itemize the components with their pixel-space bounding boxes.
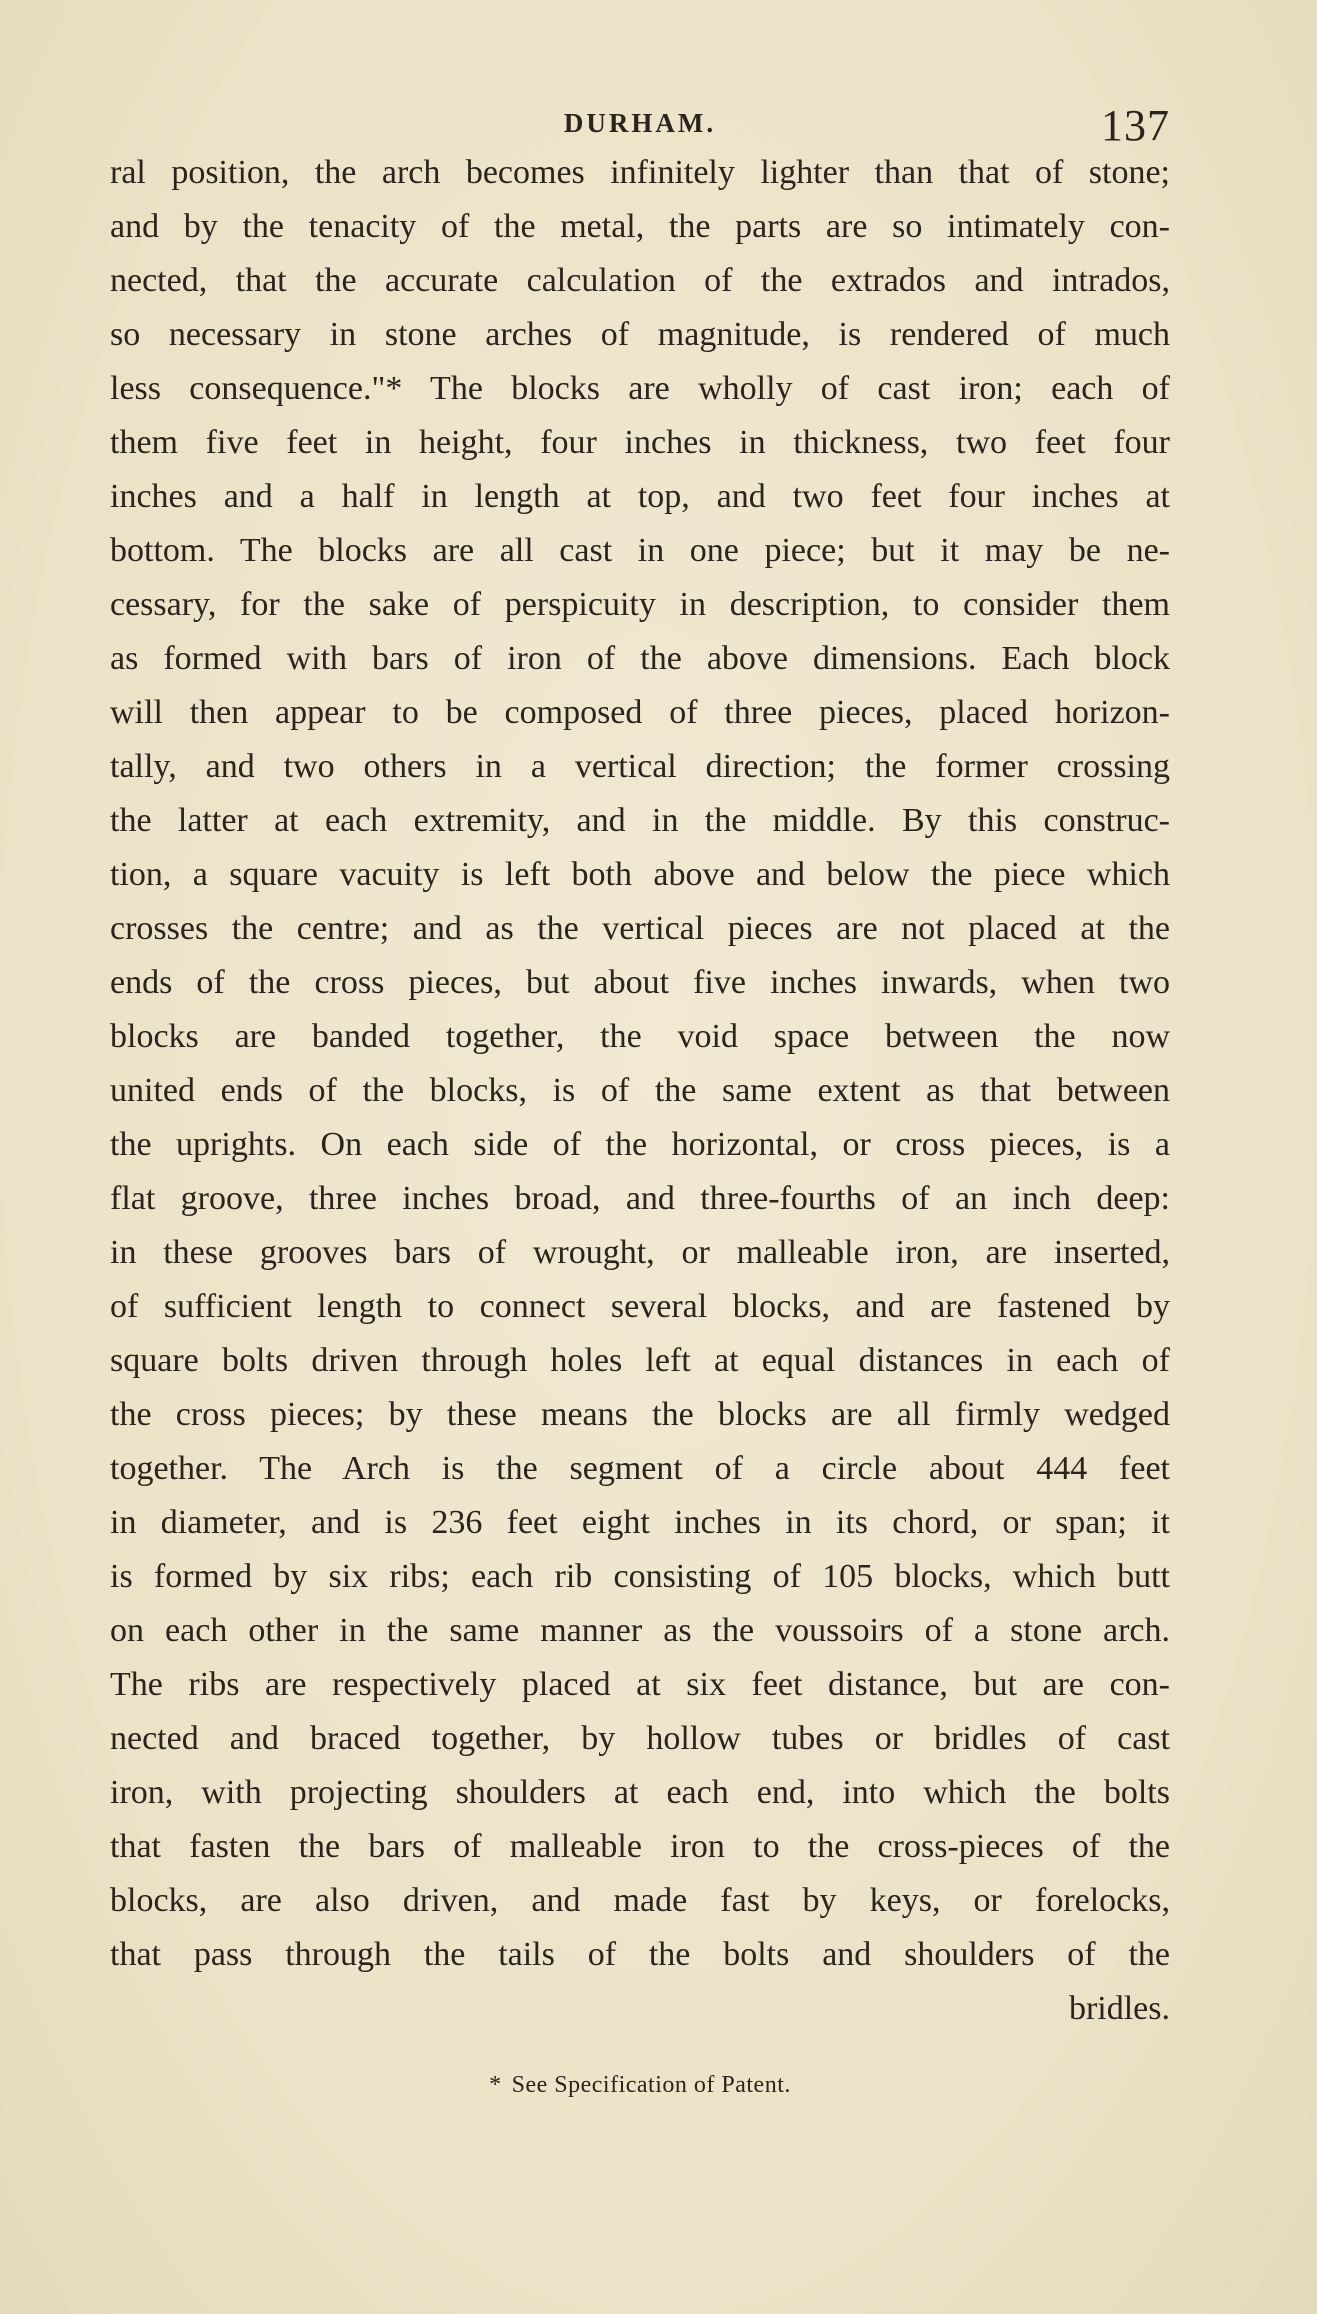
text-line: ends of the cross pieces, but about five inches inwards, when two	[110, 964, 1170, 1001]
text-line: in these grooves bars of wrought, or malleable iron, are inserted,	[110, 1234, 1170, 1271]
text-line: The ribs are respectively placed at six feet distance, but are con-	[110, 1666, 1170, 1703]
text-line: that fasten the bars of malleable iron to the cross-pieces of the	[110, 1828, 1170, 1865]
text-line: together. The Arch is the segment of a circle about 444 feet	[110, 1450, 1170, 1487]
text-line: so necessary in stone arches of magnitude, is rendered of much	[110, 316, 1170, 353]
text-line: ral position, the arch becomes infinitely lighter than that of stone;	[110, 154, 1170, 191]
running-head	[110, 100, 1170, 150]
text-line: the latter at each extremity, and in the middle. By this construc-	[110, 802, 1170, 839]
text-line: cessary, for the sake of perspicuity in description, to consider them	[110, 586, 1170, 623]
text-line: crosses the centre; and as the vertical pieces are not placed at the	[110, 910, 1170, 947]
text-line: the cross pieces; by these means the blocks are all firmly wedged	[110, 1396, 1170, 1433]
text-line: of sufficient length to connect several blocks, and are fastened by	[110, 1288, 1170, 1325]
text-line: less consequence."* The blocks are wholly of cast iron; each of	[110, 370, 1170, 407]
text-line: iron, with projecting shoulders at each end, into which the bolts	[110, 1774, 1170, 1811]
text-line: blocks are banded together, the void space between the now	[110, 1018, 1170, 1055]
text-line: the uprights. On each side of the horizontal, or cross pieces, is a	[110, 1126, 1170, 1163]
text-line: in diameter, and is 236 feet eight inches in its chord, or span; it	[110, 1504, 1170, 1541]
text-line: united ends of the blocks, is of the same extent as that between	[110, 1072, 1170, 1109]
text-line: nected, that the accurate calculation of the extrados and intrados,	[110, 262, 1170, 299]
footnote-text: See Specification of Patent.	[511, 2072, 791, 2098]
page-number: 137	[1101, 101, 1170, 150]
body-text	[110, 146, 1170, 2036]
text-line: blocks, are also driven, and made fast by keys, or forelocks,	[110, 1882, 1170, 1919]
text-line: tally, and two others in a vertical direction; the former crossing	[110, 748, 1170, 785]
text-line: that pass through the tails of the bolts and shoulders of the	[110, 1936, 1170, 1973]
footnote-mark: *	[489, 2072, 502, 2098]
text-line: will then appear to be composed of three pieces, placed horizon-	[110, 694, 1170, 731]
text-line: flat groove, three inches broad, and three-fourths of an inch deep:	[110, 1180, 1170, 1217]
text-line: square bolts driven through holes left at equal distances in each of	[110, 1342, 1170, 1379]
running-title: DURHAM.	[563, 108, 717, 138]
text-line: is formed by six ribs; each rib consisting of 105 blocks, which butt	[110, 1558, 1170, 1595]
text-line: tion, a square vacuity is left both above and below the piece which	[110, 856, 1170, 893]
text-line-last: bridles.	[1068, 1990, 1170, 2027]
text-line: inches and a half in length at top, and two feet four inches at	[110, 478, 1170, 515]
text-line: them five feet in height, four inches in thickness, two feet four	[110, 424, 1170, 461]
footnote	[110, 2072, 1170, 2099]
text-line: as formed with bars of iron of the above dimensions. Each block	[110, 640, 1170, 677]
text-line: and by the tenacity of the metal, the parts are so intimately con-	[110, 208, 1170, 245]
text-line: bottom. The blocks are all cast in one piece; but it may be ne-	[110, 532, 1170, 569]
text-line: nected and braced together, by hollow tubes or bridles of cast	[110, 1720, 1170, 1757]
text-line: on each other in the same manner as the voussoirs of a stone arch.	[110, 1612, 1170, 1649]
